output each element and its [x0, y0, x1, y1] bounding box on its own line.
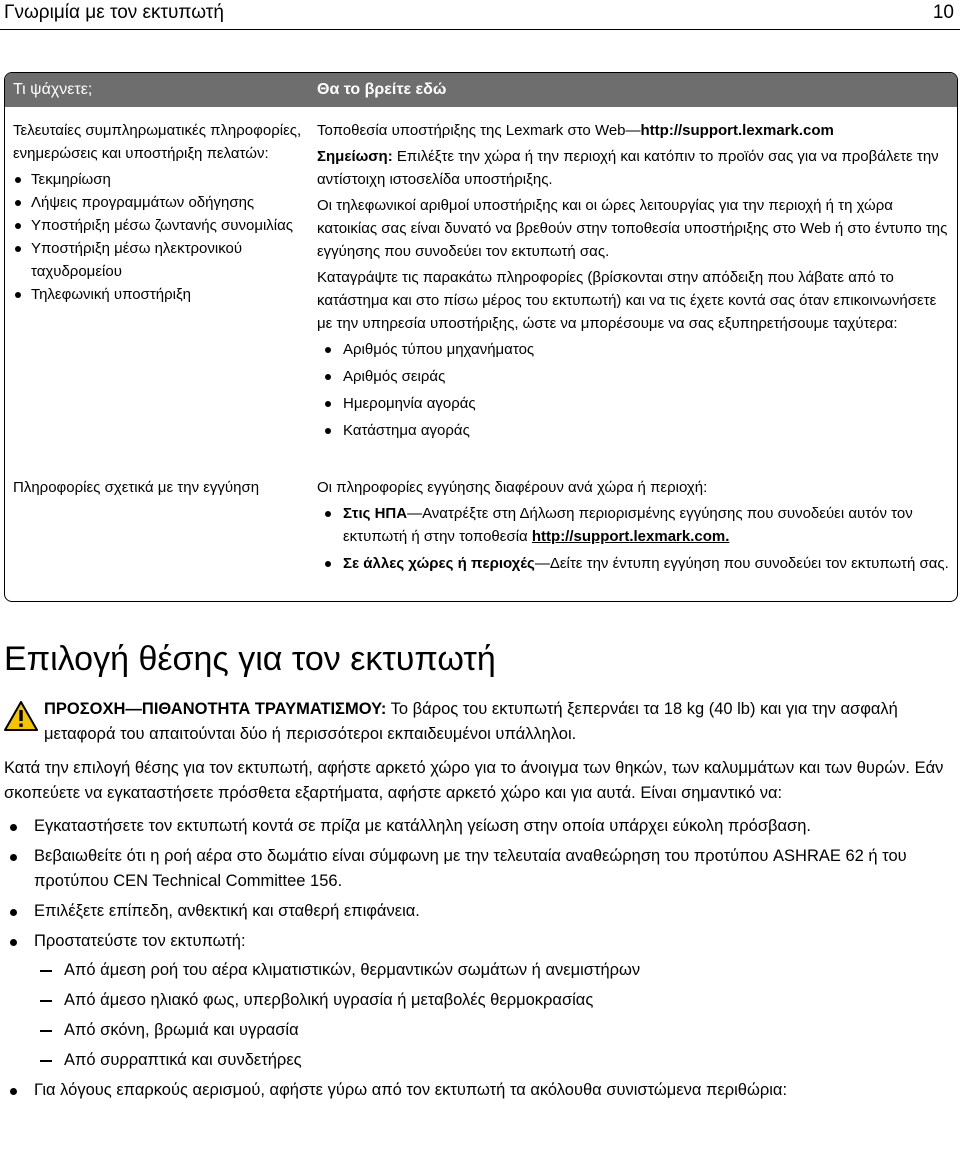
dash-icon	[40, 1030, 52, 1032]
bullet-icon	[15, 177, 21, 183]
protect-list	[34, 958, 958, 1073]
list-item: Σε άλλες χώρες ή περιοχές—Δείτε την έντυπη εγγύηση που συνοδεύει τον εκτυπωτή σας.	[317, 552, 953, 575]
row1-left-list	[13, 168, 309, 306]
row2-right-cell	[317, 476, 953, 575]
sub-list-item: Από συρραπτικά και συνδετήρες	[34, 1048, 958, 1073]
bullet-icon	[10, 824, 17, 831]
bullet-icon	[15, 200, 21, 206]
list-item: Υποστήριξη μέσω ηλεκτρονικού ταχυδρομείου	[13, 237, 309, 283]
support-link[interactable]: http://support.lexmark.com	[640, 122, 834, 139]
header-rule	[0, 29, 960, 30]
list-item: Προστατεύστε τον εκτυπωτή: Από άμεση ροή του αέρα κλιματιστικών, θερμαντικών σωμάτων ή ανεμιστήρων Από άμεσο ηλιακό φως, υπερβολική υγρασία ή μεταβολές θερμοκρασίας Από σκόνη, βρωμιά και υγρασία Από συρραπτικά και συνδετήρες	[4, 929, 958, 1073]
list-item: Ημερομηνία αγοράς	[317, 392, 953, 415]
record-list	[317, 338, 953, 442]
note: Σημείωση: Επιλέξτε την χώρα ή την περιοχή και κατόπιν το προϊόν σας για να προβάλετε την αντίστοιχη ιστοσελίδα υποστήριξης.	[317, 148, 939, 188]
bullet-icon	[325, 561, 331, 567]
sub-list-item: Από άμεσο ηλιακό φως, υπερβολική υγρασία ή μεταβολές θερμοκρασίας	[34, 988, 958, 1013]
list-item: Τηλεφωνική υποστήριξη	[13, 283, 309, 306]
bullet-icon	[325, 347, 331, 353]
caution-text: ΠΡΟΣΟΧΗ—ΠΙΘΑΝΟΤΗΤΑ ΤΡΑΥΜΑΤΙΣΜΟΥ: Το βάρος του εκτυπωτή ξεπερνάει τα 18 kg (40 lb) και για την ασφαλή μεταφορά του απαιτούνται δύο ή περισσότεροι εκπαιδευμένοι υπάλληλοι.	[44, 700, 898, 743]
bullet-icon	[325, 374, 331, 380]
list-item: Στις ΗΠΑ—Ανατρέξτε στη Δήλωση περιορισμένης εγγύησης που συνοδεύει αυτόν τον εκτυπωτή ή στην τοποθεσία http://support.lexmark.com.	[317, 502, 953, 548]
support-site-line: Τοποθεσία υποστήριξης της Lexmark στο Web—http://support.lexmark.com	[317, 122, 834, 139]
dash-icon	[40, 1000, 52, 1002]
list-item: Κατάστημα αγοράς	[317, 419, 953, 442]
intro-paragraph: Κατά την επιλογή θέσης για τον εκτυπωτή, αφήστε αρκετό χώρο για το άνοιγμα των θηκών, των καλυμμάτων και των θυρών. Εάν σκοπεύετε να εγκαταστήσετε πρόσθετα εξαρτήματα, αφήστε αρκετό χώρο και για αυτά. Είναι σημαντικό να:	[4, 759, 944, 802]
row2-left-cell: Πληροφορίες σχετικά με την εγγύηση	[13, 479, 260, 496]
warranty-intro: Οι πληροφορίες εγγύησης διαφέρουν ανά χώρα ή περιοχή:	[317, 479, 708, 496]
list-item: Αριθμός τύπου μηχανήματος	[317, 338, 953, 361]
bullet-icon	[15, 223, 21, 229]
table-header-what: Τι ψάχνετε;	[13, 81, 93, 98]
note-label: Σημείωση:	[317, 148, 393, 165]
bullet-icon	[15, 292, 21, 298]
warranty-link[interactable]: http://support.lexmark.com.	[531, 528, 730, 545]
bullet-icon	[325, 401, 331, 407]
table-header	[5, 73, 957, 107]
page-number: 10	[932, 2, 954, 23]
list-item: Για λόγους επαρκούς αερισμού, αφήστε γύρω από τον εκτυπωτή τα ακόλουθα συνιστώμενα περιθώρια:	[4, 1078, 958, 1103]
row1-left-intro: Τελευταίες συμπληρωματικές πληροφορίες, ενημερώσεις και υποστήριξη πελατών:	[13, 122, 302, 162]
section-title: Επιλογή θέσης για τον εκτυπωτή	[4, 640, 496, 678]
list-item: Υποστήριξη μέσω ζωντανής συνομιλίας	[13, 214, 309, 237]
info-table	[4, 72, 958, 602]
bullet-icon	[325, 511, 331, 517]
caution-notice	[4, 697, 956, 747]
bullet-icon	[10, 909, 17, 916]
list-item: Βεβαιωθείτε ότι η ροή αέρα στο δωμάτιο είναι σύμφωνη με την τελευταία αναθεώρηση του προτύπου ASHRAE 62 ή του προτύπου CEN Technical Committee 156.	[4, 844, 958, 894]
usa-label: Στις ΗΠΑ	[343, 505, 408, 522]
warning-triangle-icon	[4, 701, 38, 731]
row1-left-cell	[13, 119, 309, 306]
bullet-icon	[10, 939, 17, 946]
list-item: Αριθμός σειράς	[317, 365, 953, 388]
table-header-where: Θα το βρείτε εδώ	[317, 81, 447, 98]
record-info: Καταγράψτε τις παρακάτω πληροφορίες (βρίσκονται στην απόδειξη που λάβατε από το κατάστημα και στο πίσω μέρος του εκτυπωτή) και να τις έχετε κοντά σας όταν επικοινωνήσετε με την υπηρεσία υποστήριξης, ώστε να μπορέσουμε να σας εξυπηρετήσουμε ταχύτερα:	[317, 269, 937, 332]
warranty-list	[317, 502, 953, 575]
bullet-icon	[10, 854, 17, 861]
caution-label: ΠΡΟΣΟΧΗ—ΠΙΘΑΝΟΤΗΤΑ ΤΡΑΥΜΑΤΙΣΜΟΥ:	[44, 700, 387, 718]
bullet-icon	[325, 428, 331, 434]
sub-list-item: Από σκόνη, βρωμιά και υγρασία	[34, 1018, 958, 1043]
other-countries-label: Σε άλλες χώρες ή περιοχές	[343, 555, 535, 572]
phone-info: Οι τηλεφωνικοί αριθμοί υποστήριξης και οι ώρες λειτουργίας για την περιοχή ή τη χώρα κατοικίας σας είναι δυνατό να βρεθούν στην τοποθεσία υποστήριξης στο Web ή στο έντυπο της εγγύησης που συνοδεύει τον εκτυπωτή σας.	[317, 197, 948, 260]
sub-list-item: Από άμεση ροή του αέρα κλιματιστικών, θερμαντικών σωμάτων ή ανεμιστήρων	[34, 958, 958, 983]
list-item: Επιλέξετε επίπεδη, ανθεκτική και σταθερή επιφάνεια.	[4, 899, 958, 924]
chapter-title: Γνωριμία με τον εκτυπωτή	[4, 2, 224, 23]
main-body	[4, 756, 958, 1108]
bullet-icon	[15, 246, 21, 252]
list-item: Τεκμηρίωση	[13, 168, 309, 191]
list-item: Εγκαταστήσετε τον εκτυπωτή κοντά σε πρίζα με κατάλληλη γείωση στην οποία υπάρχει εύκολη πρόσβαση.	[4, 814, 958, 839]
page-header	[0, 0, 960, 28]
requirements-list	[4, 814, 958, 1103]
dash-icon	[40, 1060, 52, 1062]
bullet-icon	[10, 1088, 17, 1095]
dash-icon	[40, 970, 52, 972]
row1-right-cell	[317, 119, 953, 442]
list-item: Λήψεις προγραμμάτων οδήγησης	[13, 191, 309, 214]
